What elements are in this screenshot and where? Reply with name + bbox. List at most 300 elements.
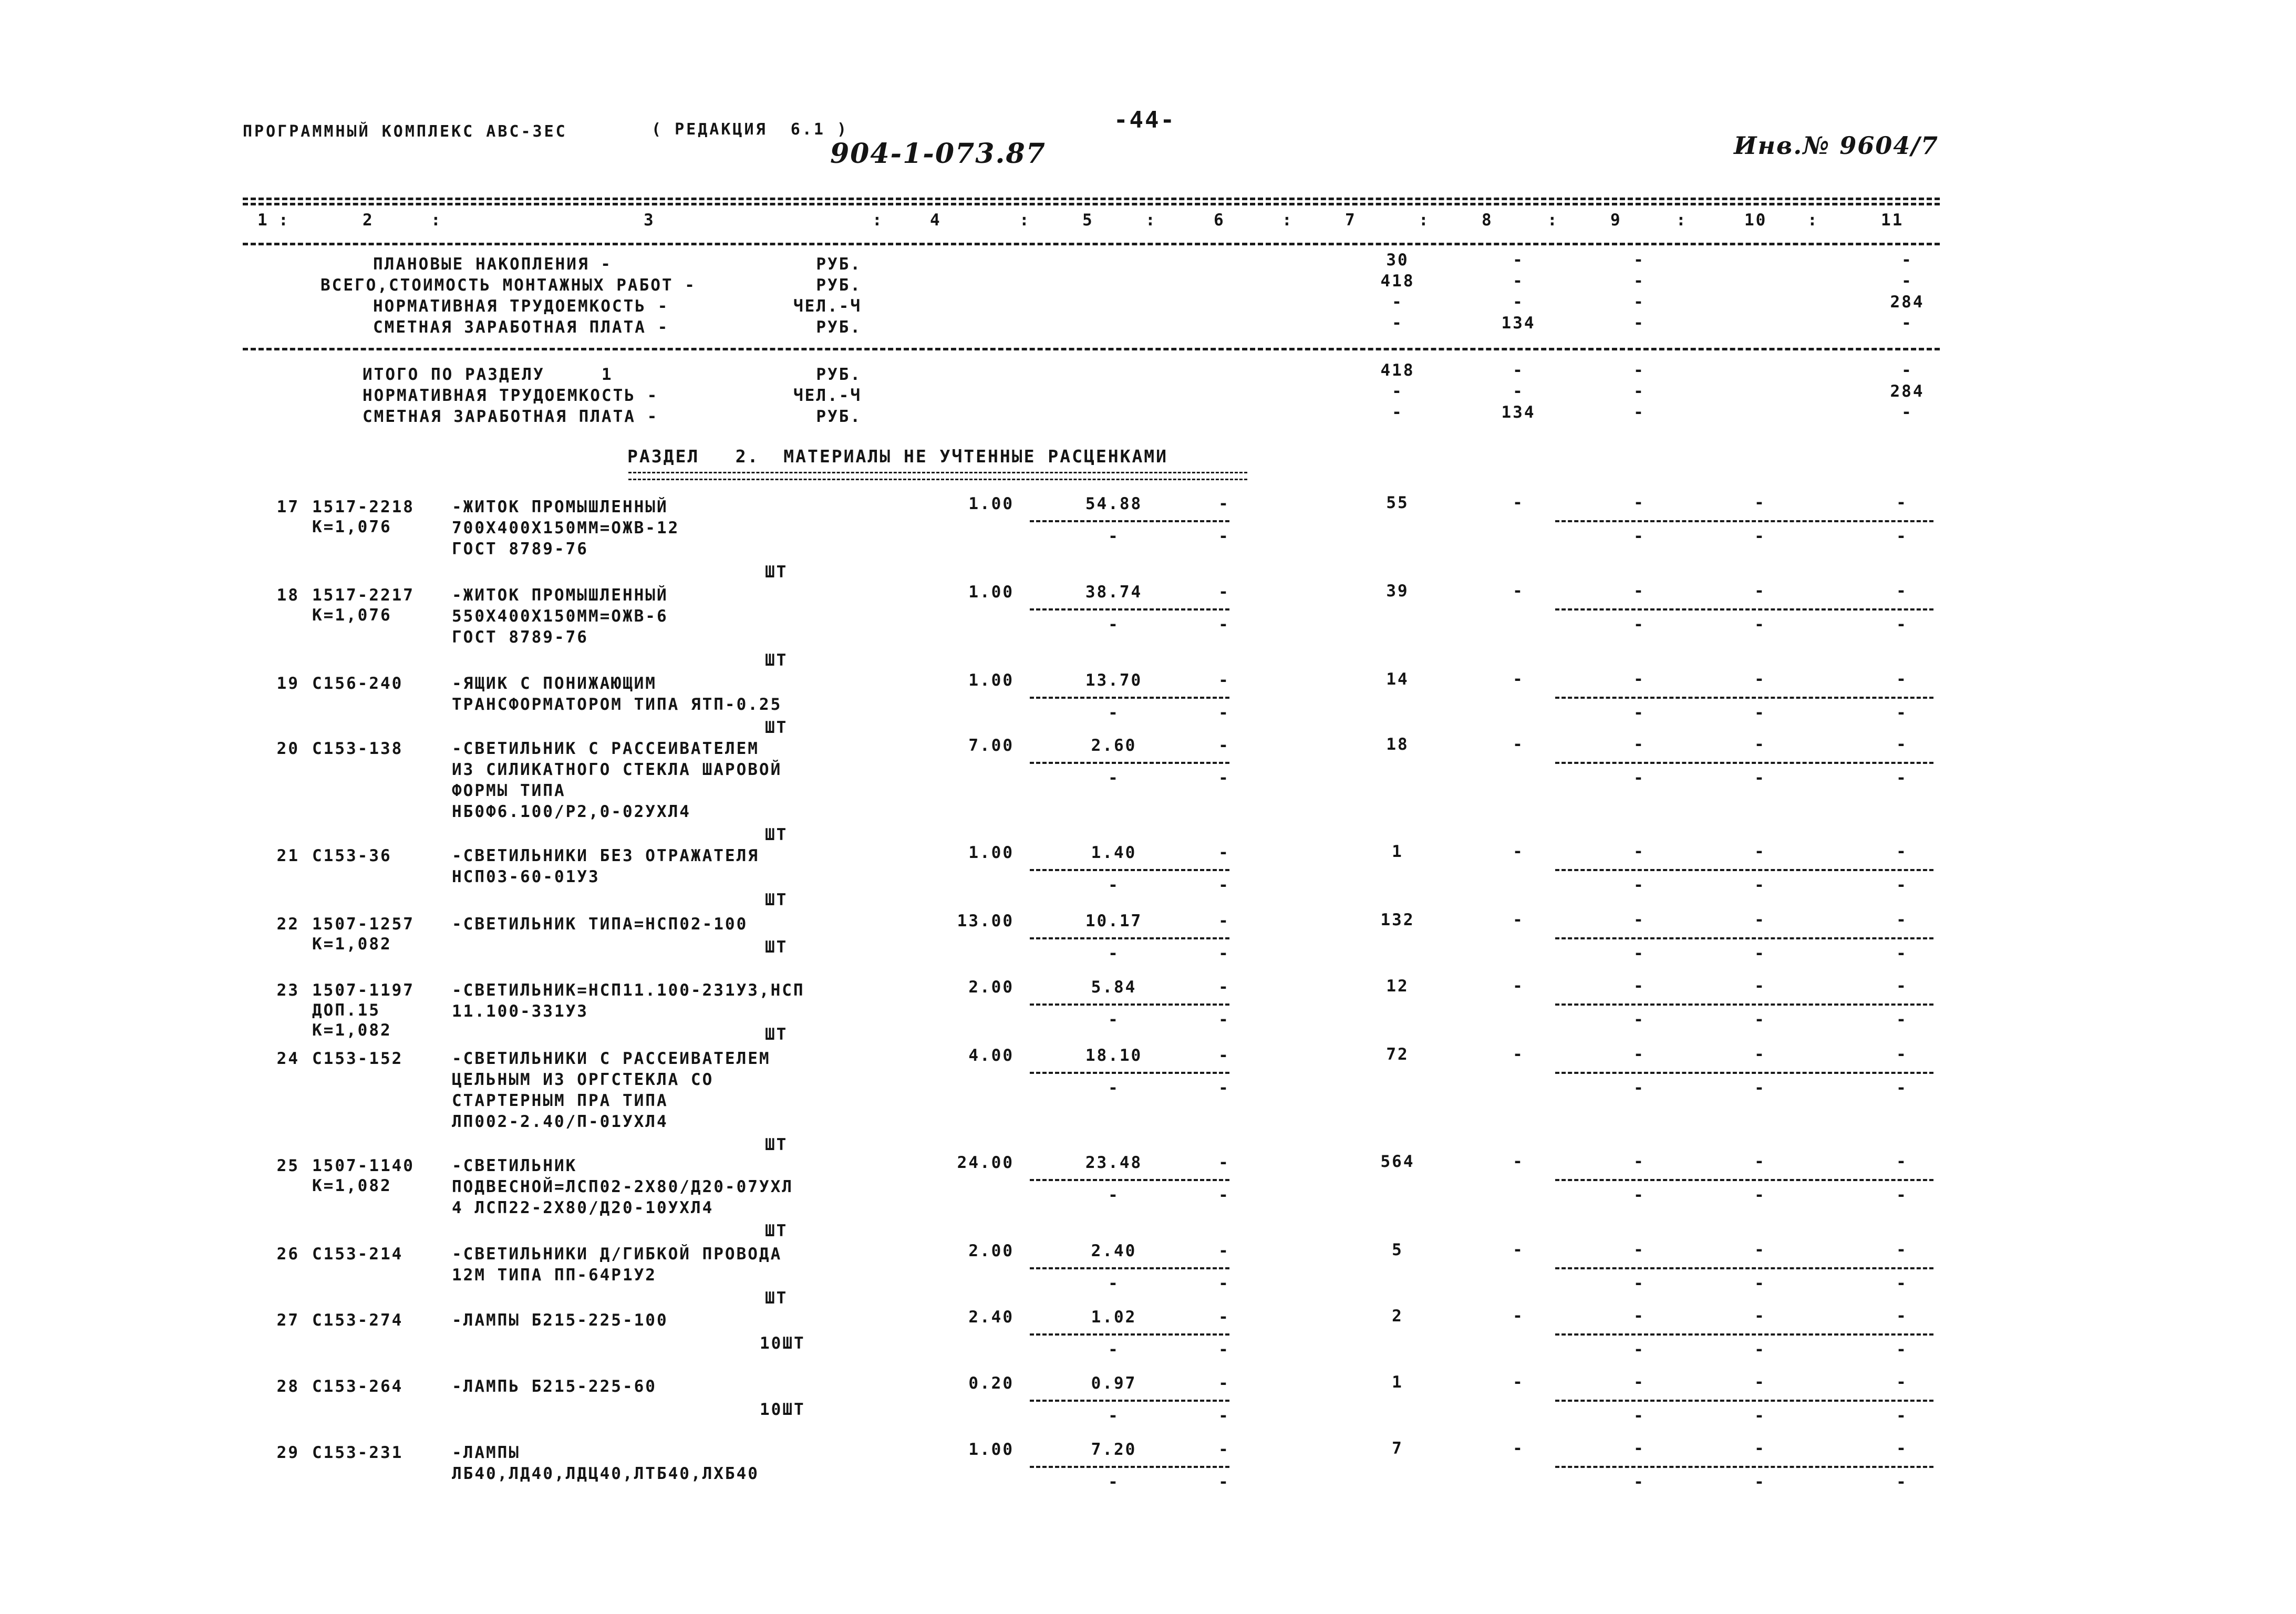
item-col10: - (1754, 493, 1766, 512)
item-code: 1517-2218 (312, 498, 415, 516)
item-col10: - (1754, 1439, 1766, 1458)
item-col8: - (1513, 911, 1524, 929)
item-name-line: 11.100-331У3 (452, 1002, 588, 1021)
column-number-9: 9 (1610, 211, 1622, 230)
item-col8: - (1513, 1152, 1524, 1171)
item-col10-sub: - (1754, 1079, 1766, 1098)
item-col8: - (1513, 1240, 1524, 1259)
item-price: 7.20 (1091, 1440, 1137, 1459)
item-quantity: 24.00 (957, 1153, 1014, 1172)
item-col9-sub: - (1633, 1340, 1645, 1359)
summary-col8: 134 (1501, 314, 1536, 333)
item-col6: - (1218, 494, 1230, 513)
item-price: 5.84 (1091, 978, 1137, 997)
item-col6: - (1218, 583, 1230, 602)
price-subtotal-rule (1030, 1400, 1229, 1402)
item-price-sub: - (1108, 527, 1120, 546)
summary-unit: РУБ. (816, 318, 862, 337)
document-code: 904-1-073.87 (830, 138, 1046, 170)
summary-col11: - (1901, 272, 1913, 291)
item-col11: - (1896, 735, 1908, 754)
item-price: 23.48 (1085, 1153, 1143, 1172)
item-col11: - (1896, 582, 1908, 601)
column-number-7: 7 (1345, 211, 1357, 230)
price-subtotal-rule (1030, 1003, 1229, 1006)
item-col8: - (1513, 1439, 1524, 1458)
item-price-sub: - (1108, 1186, 1120, 1205)
item-code: С153-264 (312, 1377, 404, 1396)
item-col6: - (1218, 671, 1230, 690)
item-number: 26 (276, 1245, 299, 1264)
section-title-underline (628, 472, 1247, 480)
item-col6: - (1218, 1241, 1230, 1260)
right-subtotal-rule (1555, 762, 1933, 764)
summary-col9: - (1633, 272, 1645, 291)
item-col11-sub: - (1896, 769, 1908, 788)
summary-col9: - (1633, 361, 1645, 380)
item-col10-sub: - (1754, 1473, 1766, 1492)
item-name-line: ЛБ40,ЛД40,ЛДЦ40,ЛТБ40,ЛХБ40 (452, 1464, 759, 1483)
item-price: 38.74 (1085, 583, 1143, 602)
item-col11: - (1896, 1240, 1908, 1259)
item-number: 24 (276, 1049, 299, 1068)
summary-col11: - (1901, 403, 1913, 422)
item-quantity: 1.00 (968, 671, 1014, 690)
item-col10-sub: - (1754, 944, 1766, 963)
program-title: ПРОГРАММНЫЙ КОМПЛЕКС АВС-3ЕС (243, 122, 567, 141)
right-subtotal-rule (1555, 697, 1933, 699)
item-col10-sub: - (1754, 1274, 1766, 1293)
item-price: 1.40 (1091, 843, 1137, 862)
item-name-line: -ЛАМПЬ Б215-225-60 (452, 1377, 657, 1396)
item-unit: ШТ (765, 1289, 788, 1308)
item-code: 1507-1197 (312, 981, 415, 1000)
item-name-line: 550Х400Х150ММ=ОЖВ-6 (452, 607, 668, 626)
item-unit: ШТ (765, 891, 788, 909)
item-coefficient: ДОП.15 (312, 1001, 380, 1020)
item-coefficient: К=1,076 (312, 606, 392, 625)
item-name-line: -ЖИТОК ПРОМЫШЛЕННЫЙ (452, 586, 668, 605)
summary-unit: РУБ. (816, 365, 862, 384)
item-quantity: 1.00 (968, 494, 1014, 513)
item-col10: - (1754, 842, 1766, 861)
column-number-2: 2 (363, 211, 374, 230)
item-col11-sub: - (1896, 1340, 1908, 1359)
item-col9-sub: - (1633, 876, 1645, 895)
item-coefficient: К=1,076 (312, 518, 392, 536)
item-col9-sub: - (1633, 944, 1645, 963)
item-price-sub: - (1108, 1406, 1120, 1425)
column-number-1: 1 (257, 211, 269, 230)
item-col10-sub: - (1754, 769, 1766, 788)
column-number-5: 5 (1082, 211, 1094, 230)
item-col9-sub: - (1633, 769, 1645, 788)
item-total: 1 (1392, 842, 1403, 861)
item-col6: - (1218, 1440, 1230, 1459)
item-price-sub: - (1108, 615, 1120, 634)
item-name-line: -ЯЩИК С ПОНИЖАЮЩИМ (452, 674, 657, 693)
item-col9: - (1633, 1373, 1645, 1392)
price-subtotal-rule (1030, 1333, 1229, 1336)
right-subtotal-rule (1555, 1179, 1933, 1181)
summary-col9: - (1633, 293, 1645, 312)
item-col9: - (1633, 1045, 1645, 1064)
item-name-line: -СВЕТИЛЬНИК (452, 1156, 577, 1175)
item-col9-sub: - (1633, 1473, 1645, 1492)
price-subtotal-rule (1030, 1179, 1229, 1181)
summary-unit: ЧЕЛ.-Ч (793, 386, 862, 405)
item-col6: - (1218, 978, 1230, 997)
column-number-10: 10 (1744, 211, 1767, 230)
item-col11: - (1896, 1307, 1908, 1326)
item-col11-sub: - (1896, 944, 1908, 963)
item-quantity: 7.00 (968, 736, 1014, 755)
item-unit: ШТ (765, 1025, 788, 1044)
column-separator: : (1807, 211, 1819, 230)
right-subtotal-rule (1555, 937, 1933, 939)
item-coefficient: К=1,082 (312, 935, 392, 954)
summary-col7: - (1392, 314, 1403, 333)
page-number: -44- (1114, 107, 1176, 133)
item-name-line: НСП03-60-01У3 (452, 867, 600, 886)
item-name-line: -ЛАМПЫ (452, 1443, 520, 1462)
item-col11-sub: - (1896, 703, 1908, 722)
item-col6-sub: - (1218, 1406, 1230, 1425)
item-col9-sub: - (1633, 527, 1645, 546)
summary-unit: РУБ. (816, 276, 862, 295)
item-total: 14 (1386, 670, 1409, 689)
item-col6-sub: - (1218, 1079, 1230, 1098)
item-col8: - (1513, 582, 1524, 601)
item-number: 17 (276, 498, 299, 516)
item-unit: ШТ (765, 1135, 788, 1154)
summary-col11: - (1901, 314, 1913, 333)
item-unit: 10ШТ (760, 1400, 805, 1419)
item-col8: - (1513, 977, 1524, 996)
item-col11-sub: - (1896, 1406, 1908, 1425)
item-col11: - (1896, 977, 1908, 996)
item-name-line: -СВЕТИЛЬНИКИ БЕЗ ОТРАЖАТЕЛЯ (452, 846, 759, 865)
item-col6-sub: - (1218, 944, 1230, 963)
item-price-sub: - (1108, 769, 1120, 788)
item-name-line: -СВЕТИЛЬНИКИ Д/ГИБКОЙ ПРОВОДА (452, 1245, 782, 1264)
summary-unit: РУБ. (816, 407, 862, 426)
item-col10: - (1754, 582, 1766, 601)
price-subtotal-rule (1030, 937, 1229, 939)
item-quantity: 13.00 (957, 912, 1014, 930)
item-name-line: -ЖИТОК ПРОМЫШЛЕННЫЙ (452, 498, 668, 516)
column-separator: : (872, 211, 884, 230)
item-price: 13.70 (1085, 671, 1143, 690)
summary-label: СМЕТНАЯ ЗАРАБОТНАЯ ПЛАТА - (363, 407, 659, 426)
column-separator: : (1282, 211, 1294, 230)
item-code: С153-274 (312, 1311, 404, 1330)
item-number: 23 (276, 981, 299, 1000)
item-col6-sub: - (1218, 876, 1230, 895)
item-number: 19 (276, 674, 299, 693)
item-code: 1507-1257 (312, 915, 415, 934)
item-col10: - (1754, 1307, 1766, 1326)
price-subtotal-rule (1030, 1267, 1229, 1269)
item-col11-sub: - (1896, 1274, 1908, 1293)
price-subtotal-rule (1030, 869, 1229, 871)
summary-col8: - (1513, 382, 1524, 401)
item-name-line: 700Х400Х150ММ=ОЖВ-12 (452, 519, 680, 537)
item-name-line: ФОРМЫ ТИПА (452, 781, 566, 800)
item-name-line: 4 ЛСП22-2Х80/Д20-10УХЛ4 (452, 1198, 714, 1217)
column-number-11: 11 (1881, 211, 1904, 230)
item-number: 18 (276, 586, 299, 605)
item-col9-sub: - (1633, 1010, 1645, 1029)
item-name-line: ТРАНСФОРМАТОРОМ ТИПА ЯТП-0.25 (452, 695, 782, 714)
item-col11: - (1896, 1373, 1908, 1392)
item-col6-sub: - (1218, 703, 1230, 722)
item-name-line: ПОДВЕСНОЙ=ЛСП02-2Х80/Д20-07УХЛ (452, 1177, 793, 1196)
price-subtotal-rule (1030, 697, 1229, 699)
inventory-number: Инв.№ 9604/7 (1734, 131, 1939, 160)
item-price: 18.10 (1085, 1046, 1143, 1065)
item-col6-sub: - (1218, 1473, 1230, 1492)
header-bottom-rule (243, 243, 1940, 245)
item-code: С153-152 (312, 1049, 404, 1068)
item-col8: - (1513, 493, 1524, 512)
summary-col11: 284 (1890, 293, 1925, 312)
item-col9-sub: - (1633, 1079, 1645, 1098)
item-quantity: 2.00 (968, 1241, 1014, 1260)
item-unit: ШТ (765, 651, 788, 670)
price-subtotal-rule (1030, 1466, 1229, 1468)
item-quantity: 2.00 (968, 978, 1014, 997)
item-price: 10.17 (1085, 912, 1143, 930)
summary-col9: - (1633, 251, 1645, 270)
item-col8: - (1513, 1373, 1524, 1392)
item-price: 1.02 (1091, 1308, 1137, 1327)
item-unit: ШТ (765, 718, 788, 737)
item-name-line: -СВЕТИЛЬНИК С РАССЕИВАТЕЛЕМ (452, 739, 759, 758)
item-col6-sub: - (1218, 615, 1230, 634)
item-price: 2.60 (1091, 736, 1137, 755)
item-col10: - (1754, 1240, 1766, 1259)
item-coefficient: К=1,082 (312, 1021, 392, 1040)
summary-col11: - (1901, 361, 1913, 380)
item-col11: - (1896, 1152, 1908, 1171)
item-col9-sub: - (1633, 703, 1645, 722)
item-col11: - (1896, 1439, 1908, 1458)
summary-col11: 284 (1890, 382, 1925, 401)
header-top-rule-2 (243, 203, 1940, 205)
item-col9: - (1633, 670, 1645, 689)
item-col10-sub: - (1754, 527, 1766, 546)
summary-col9: - (1633, 382, 1645, 401)
item-quantity: 1.00 (968, 583, 1014, 602)
item-col6-sub: - (1218, 769, 1230, 788)
column-separator: : (1419, 211, 1430, 230)
item-price-sub: - (1108, 944, 1120, 963)
item-col11: - (1896, 911, 1908, 929)
item-col8: - (1513, 842, 1524, 861)
item-price: 0.97 (1091, 1374, 1137, 1393)
item-col6: - (1218, 843, 1230, 862)
item-quantity: 0.20 (968, 1374, 1014, 1393)
item-number: 25 (276, 1156, 299, 1175)
item-col11: - (1896, 1045, 1908, 1064)
item-code: С153-214 (312, 1245, 404, 1264)
item-price-sub: - (1108, 1473, 1120, 1492)
item-total: 12 (1386, 977, 1409, 996)
item-col11: - (1896, 670, 1908, 689)
item-name-line: ГОСТ 8789-76 (452, 628, 588, 647)
item-quantity: 2.40 (968, 1308, 1014, 1327)
item-total: 2 (1392, 1307, 1403, 1326)
summary-col8: - (1513, 293, 1524, 312)
summary-label: НОРМАТИВНАЯ ТРУДОЕМКОСТЬ - (363, 386, 659, 405)
item-name-line: 12М ТИПА ПП-64Р1У2 (452, 1266, 657, 1285)
item-col9-sub: - (1633, 1406, 1645, 1425)
summary-col11: - (1901, 251, 1913, 270)
item-unit: ШТ (765, 825, 788, 844)
item-col11-sub: - (1896, 876, 1908, 895)
item-col11-sub: - (1896, 1010, 1908, 1029)
right-subtotal-rule (1555, 1466, 1933, 1468)
item-col11-sub: - (1896, 527, 1908, 546)
right-subtotal-rule (1555, 1003, 1933, 1006)
item-quantity: 1.00 (968, 843, 1014, 862)
item-price-sub: - (1108, 1340, 1120, 1359)
item-col9-sub: - (1633, 1186, 1645, 1205)
item-col8: - (1513, 670, 1524, 689)
item-col6-sub: - (1218, 527, 1230, 546)
item-col6-sub: - (1218, 1010, 1230, 1029)
item-col10: - (1754, 1045, 1766, 1064)
item-col10: - (1754, 911, 1766, 929)
right-subtotal-rule (1555, 869, 1933, 871)
item-col11: - (1896, 493, 1908, 512)
summary-col7: - (1392, 382, 1403, 401)
right-subtotal-rule (1555, 1072, 1933, 1074)
item-code: С153-36 (312, 846, 392, 865)
item-name-line: -ЛАМПЫ Б215-225-100 (452, 1311, 668, 1330)
item-quantity: 1.00 (968, 1440, 1014, 1459)
item-col6: - (1218, 736, 1230, 755)
item-price-sub: - (1108, 1010, 1120, 1029)
item-total: 7 (1392, 1439, 1403, 1458)
item-col10: - (1754, 735, 1766, 754)
item-col6: - (1218, 1374, 1230, 1393)
column-separator: : (1019, 211, 1031, 230)
right-subtotal-rule (1555, 608, 1933, 611)
item-col9: - (1633, 1307, 1645, 1326)
summary-label: НОРМАТИВНАЯ ТРУДОЕМКОСТЬ - (373, 297, 669, 316)
item-col11-sub: - (1896, 1473, 1908, 1492)
item-col9: - (1633, 493, 1645, 512)
item-total: 72 (1386, 1045, 1409, 1064)
item-name-line: ЦЕЛЬНЫМ ИЗ ОРГСТЕКЛА СО (452, 1070, 714, 1089)
price-subtotal-rule (1030, 520, 1229, 522)
item-number: 28 (276, 1377, 299, 1396)
item-col9: - (1633, 1439, 1645, 1458)
item-col11: - (1896, 842, 1908, 861)
item-code: С153-138 (312, 739, 404, 758)
item-number: 22 (276, 915, 299, 934)
item-col10: - (1754, 670, 1766, 689)
item-name-line: -СВЕТИЛЬНИКИ С РАССЕИВАТЕЛЕМ (452, 1049, 771, 1068)
summary-col9: - (1633, 314, 1645, 333)
item-name-line: -СВЕТИЛЬНИК ТИПА=НСП02-100 (452, 915, 748, 934)
item-col6-sub: - (1218, 1340, 1230, 1359)
item-col11-sub: - (1896, 615, 1908, 634)
item-col9-sub: - (1633, 615, 1645, 634)
right-subtotal-rule (1555, 1400, 1933, 1402)
summary-col7: - (1392, 403, 1403, 422)
item-total: 5 (1392, 1240, 1403, 1259)
item-col8: - (1513, 1045, 1524, 1064)
item-col10-sub: - (1754, 1010, 1766, 1029)
item-code: 1517-2217 (312, 586, 415, 605)
item-code: С153-231 (312, 1443, 404, 1462)
summary-unit: РУБ. (816, 255, 862, 274)
item-col9: - (1633, 842, 1645, 861)
item-col9-sub: - (1633, 1274, 1645, 1293)
item-price: 54.88 (1085, 494, 1143, 513)
summary-col7: - (1392, 293, 1403, 312)
price-subtotal-rule (1030, 1072, 1229, 1074)
item-number: 29 (276, 1443, 299, 1462)
column-number-3: 3 (644, 211, 655, 230)
item-col9: - (1633, 1240, 1645, 1259)
item-col6-sub: - (1218, 1274, 1230, 1293)
item-col11-sub: - (1896, 1079, 1908, 1098)
column-separator: : (278, 211, 290, 230)
item-col6: - (1218, 1046, 1230, 1065)
summary-unit: ЧЕЛ.-Ч (793, 297, 862, 316)
summary-col9: - (1633, 403, 1645, 422)
item-col9: - (1633, 582, 1645, 601)
column-number-6: 6 (1214, 211, 1225, 230)
column-separator: : (1676, 211, 1688, 230)
right-subtotal-rule (1555, 1267, 1933, 1269)
item-total: 18 (1386, 735, 1409, 754)
item-col10: - (1754, 1152, 1766, 1171)
item-col10-sub: - (1754, 703, 1766, 722)
summary-col8: 134 (1501, 403, 1536, 422)
edition-label: ( РЕДАКЦИЯ 6.1 ) (651, 120, 849, 139)
item-col10: - (1754, 1373, 1766, 1392)
item-code: С156-240 (312, 674, 404, 693)
item-col9: - (1633, 735, 1645, 754)
price-subtotal-rule (1030, 762, 1229, 764)
item-name-line: ГОСТ 8789-76 (452, 540, 588, 558)
item-col11-sub: - (1896, 1186, 1908, 1205)
column-separator: : (1547, 211, 1559, 230)
right-subtotal-rule (1555, 1333, 1933, 1336)
item-col10-sub: - (1754, 1406, 1766, 1425)
item-quantity: 4.00 (968, 1046, 1014, 1065)
item-code: 1507-1140 (312, 1156, 415, 1175)
item-col6-sub: - (1218, 1186, 1230, 1205)
item-col8: - (1513, 1307, 1524, 1326)
section-title: РАЗДЕЛ 2. МАТЕРИАЛЫ НЕ УЧТЕННЫЕ РАСЦЕНКАМИ (627, 446, 1168, 467)
item-col10-sub: - (1754, 876, 1766, 895)
item-col6: - (1218, 1153, 1230, 1172)
header-top-rule (243, 198, 1940, 200)
summary-col8: - (1513, 251, 1524, 270)
column-number-4: 4 (930, 211, 942, 230)
item-price-sub: - (1108, 703, 1120, 722)
item-number: 20 (276, 739, 299, 758)
summary-col7: 418 (1380, 272, 1415, 291)
summary-col7: 418 (1380, 361, 1415, 380)
item-number: 27 (276, 1311, 299, 1330)
